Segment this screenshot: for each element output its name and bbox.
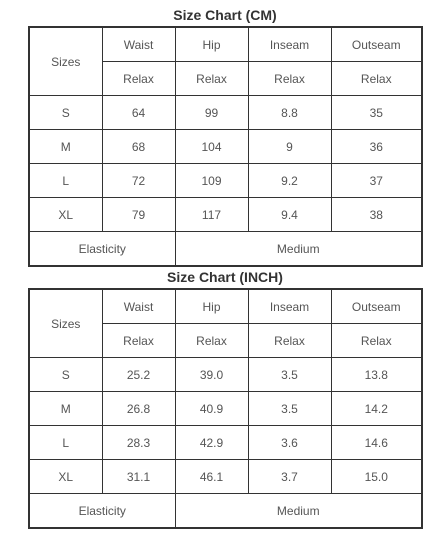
elasticity-row [29,494,422,529]
subheader-cell: Relax [331,62,422,96]
table-cell: 99 [175,96,248,130]
table-row [29,130,422,164]
column-header-hip: Hip [175,27,248,62]
elasticity-value: Medium [175,232,422,267]
table-cell: 64 [102,96,175,130]
subheader-cell: Relax [102,324,175,358]
table-cell: 15.0 [331,460,422,494]
subheader-cell: Relax [248,324,331,358]
table-cell: 117 [175,198,248,232]
subheader-cell: Relax [248,62,331,96]
table-cell: 25.2 [102,358,175,392]
table-cell: 72 [102,164,175,198]
table-cell: 14.6 [331,426,422,460]
table-cell: 36 [331,130,422,164]
size-label: XL [29,198,102,232]
size-chart-inch-table [28,288,423,529]
column-header-hip: Hip [175,289,248,324]
table-cell: 3.5 [248,358,331,392]
elasticity-label: Elasticity [29,494,175,529]
size-chart-inch-title: Size Chart (INCH) [167,269,283,285]
table-cell: 3.5 [248,392,331,426]
header-row [29,27,422,62]
table-cell: 38 [331,198,422,232]
header-row [29,289,422,324]
table-cell: 13.8 [331,358,422,392]
table-row [29,198,422,232]
table-cell: 8.8 [248,96,331,130]
table-cell: 79 [102,198,175,232]
table-cell: 26.8 [102,392,175,426]
size-label: XL [29,460,102,494]
column-header-outseam: Outseam [331,289,422,324]
table-cell: 40.9 [175,392,248,426]
table-cell: 28.3 [102,426,175,460]
subheader-cell: Relax [102,62,175,96]
table-cell: 35 [331,96,422,130]
table-row [29,426,422,460]
elasticity-value: Medium [175,494,422,529]
table-row [29,460,422,494]
table-cell: 9.4 [248,198,331,232]
column-header-inseam: Inseam [248,27,331,62]
table-cell: 37 [331,164,422,198]
sizes-header: Sizes [29,289,102,358]
elasticity-row [29,232,422,267]
table-cell: 3.7 [248,460,331,494]
size-label: L [29,164,102,198]
table-cell: 109 [175,164,248,198]
column-header-inseam: Inseam [248,289,331,324]
table-cell: 39.0 [175,358,248,392]
size-label: L [29,426,102,460]
table-cell: 9 [248,130,331,164]
table-cell: 42.9 [175,426,248,460]
size-label: S [29,358,102,392]
subheader-cell: Relax [175,62,248,96]
subheader-cell: Relax [175,324,248,358]
sizes-header: Sizes [29,27,102,96]
table-cell: 68 [102,130,175,164]
table-cell: 46.1 [175,460,248,494]
size-chart-cm-title: Size Chart (CM) [173,7,277,23]
table-row [29,358,422,392]
table-row [29,392,422,426]
table-cell: 14.2 [331,392,422,426]
subheader-cell: Relax [331,324,422,358]
column-header-waist: Waist [102,289,175,324]
elasticity-label: Elasticity [29,232,175,267]
table-row [29,96,422,130]
size-label: M [29,130,102,164]
table-row [29,164,422,198]
size-label: S [29,96,102,130]
size-chart-cm-table [28,26,423,267]
size-label: M [29,392,102,426]
table-cell: 9.2 [248,164,331,198]
column-header-waist: Waist [102,27,175,62]
table-cell: 31.1 [102,460,175,494]
column-header-outseam: Outseam [331,27,422,62]
table-cell: 104 [175,130,248,164]
table-cell: 3.6 [248,426,331,460]
